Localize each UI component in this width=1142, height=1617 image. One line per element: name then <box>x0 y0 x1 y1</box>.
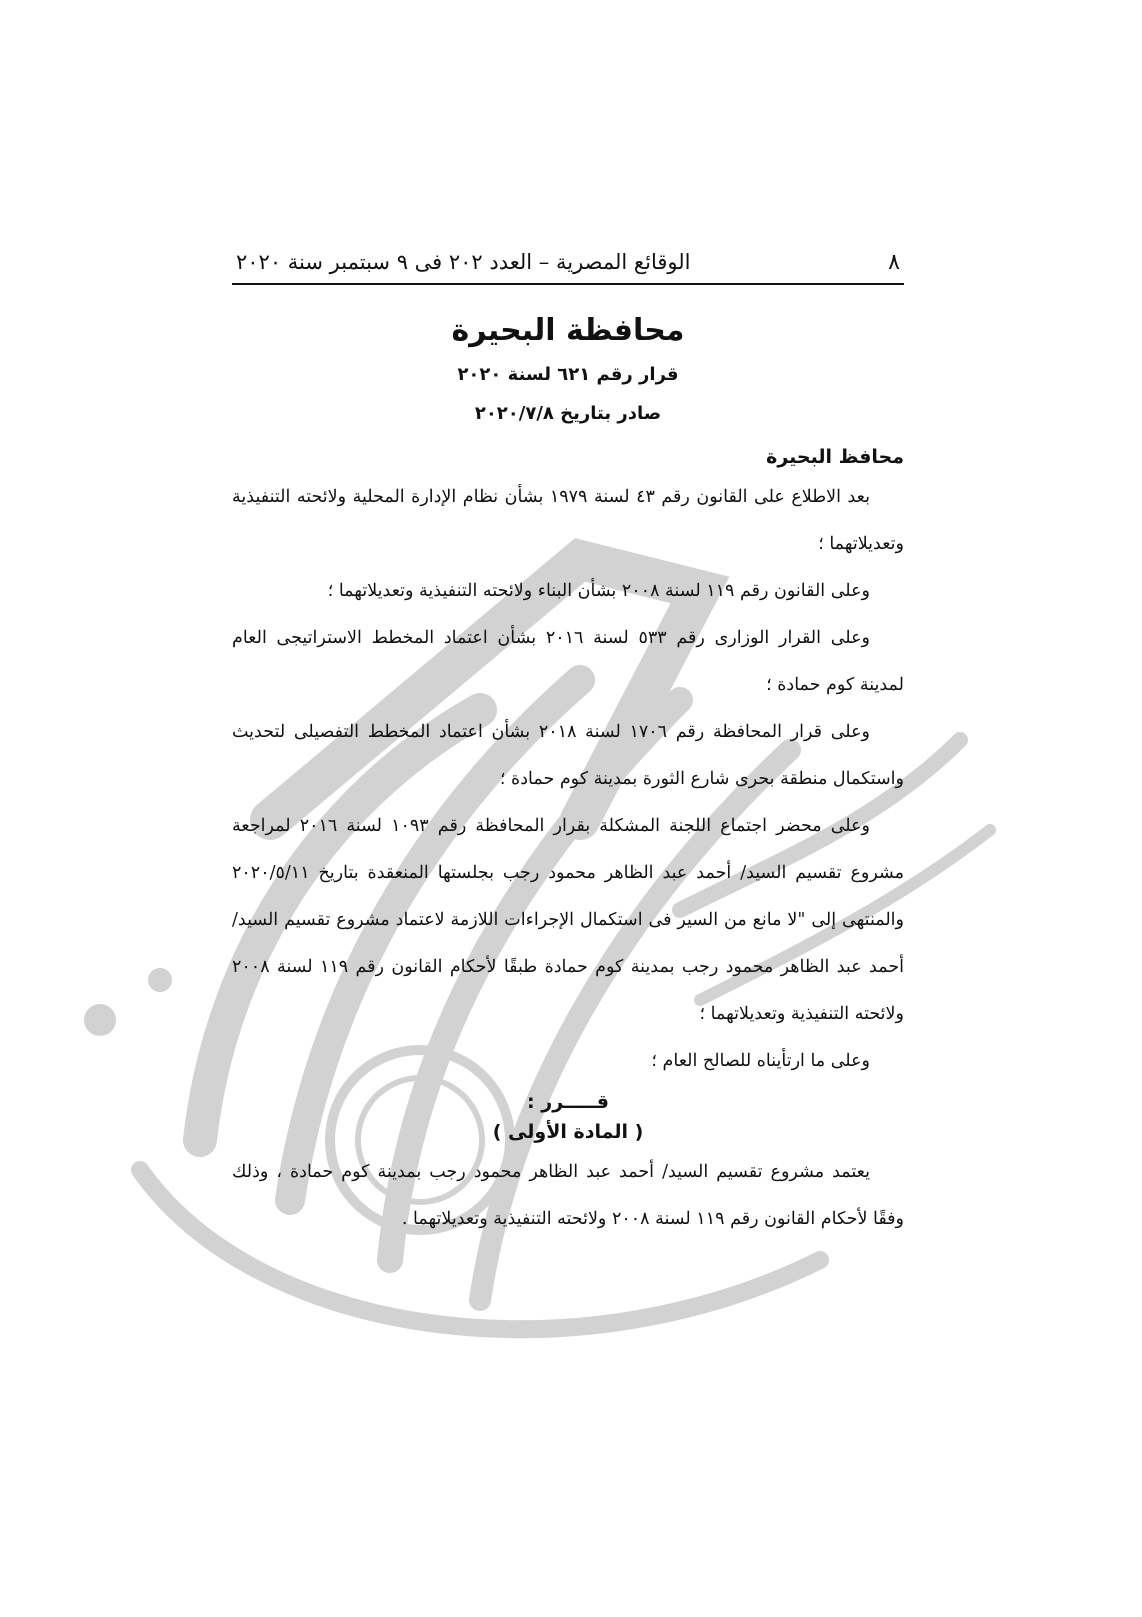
page-number: ٨ <box>888 250 900 275</box>
article-paragraph: يعتمد مشروع تقسيم السيد/ أحمد عبد الظاهر محمود رجب بمدينة كوم حمادة ، وذلك وفقًا لأحكام القانون رقم ١١٩ لسنة ٢٠٠٨ ولائحته التنفيذية وتعديلاتهما . <box>232 1162 904 1229</box>
preamble-paragraph: وعلى القرار الوزارى رقم ٥٣٣ لسنة ٢٠١٦ بشأن اعتماد المخطط الاستراتيجى العام لمدينة كوم حمادة ؛ <box>232 628 904 695</box>
publication-title: الوقائع المصرية – العدد ٢٠٢ فى ٩ سبتمبر سنة ٢٠٢٠ <box>236 250 691 274</box>
issued-date: صادر بتاريخ ٢٠٢٠/٧/٨ <box>474 403 662 424</box>
decided-label: قـــــرر : <box>527 1091 609 1113</box>
document-page <box>232 250 904 1243</box>
decree-title: قرار رقم ٦٢١ لسنة ٢٠٢٠ <box>457 364 679 385</box>
preamble-paragraph: وعلى قرار المحافظة رقم ١٧٠٦ لسنة ٢٠١٨ بشأن اعتماد المخطط التفصيلى لتحديث واستكمال منطقة بحرى شارع الثورة بمدينة كوم حمادة ؛ <box>232 722 904 789</box>
issuer-heading: محافظ البحيرة <box>766 446 904 468</box>
preamble-paragraph: وعلى محضر اجتماع اللجنة المشكلة بقرار المحافظة رقم ١٠٩٣ لسنة ٢٠١٦ لمراجعة مشروع تقسيم السيد/ أحمد عبد الظاهر محمود رجب بجلستها المنعقدة بتاريخ ٢٠٢٠/٥/١١ والمنتهى إلى "لا مانع من السير فى استكمال الإجراءات اللازمة لاعتماد مشروع تقسيم السيد/ أحمد عبد الظاهر محمود رجب بمدينة كوم حمادة طبقًا لأحكام القانون رقم ١١٩ لسنة ٢٠٠٨ ولائحته التنفيذية وتعديلاتهما ؛ <box>232 816 904 1024</box>
preamble-paragraph: وعلى القانون رقم ١١٩ لسنة ٢٠٠٨ بشأن البناء ولائحته التنفيذية وتعديلاتهما ؛ <box>327 581 870 601</box>
preamble-paragraph: بعد الاطلاع على القانون رقم ٤٣ لسنة ١٩٧٩ بشأن نظام الإدارة المحلية ولائحته التنفيذية وتعديلاتهما ؛ <box>232 487 904 554</box>
article-title: ( المادة الأولى ) <box>492 1121 644 1143</box>
publication-header <box>232 250 904 285</box>
preamble-paragraph: وعلى ما ارتأيناه للصالح العام ؛ <box>651 1051 870 1071</box>
article-body <box>232 1149 904 1243</box>
preamble <box>232 474 904 1085</box>
governorate-title: محافظة البحيرة <box>451 313 685 348</box>
